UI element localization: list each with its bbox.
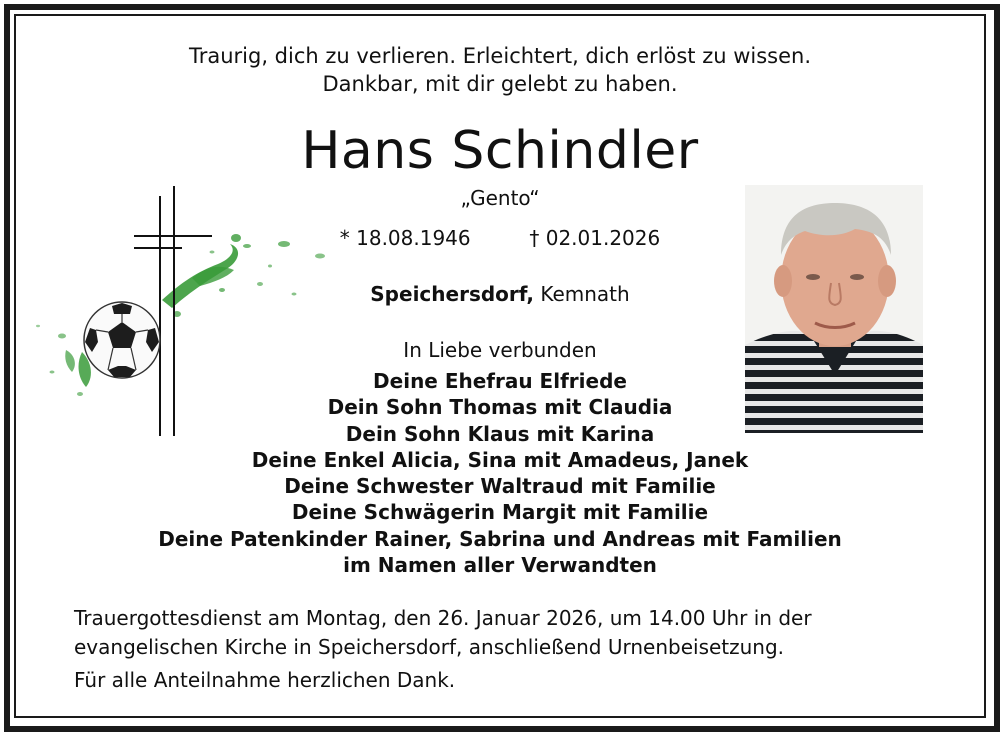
mourner-line: Dein Sohn Klaus mit Karina xyxy=(345,421,655,446)
nickname: „Gento“ xyxy=(460,186,540,210)
service-line-1: Trauergottesdienst am Montag, den 26. Januar 2026, um 14.00 Uhr in der xyxy=(74,606,812,630)
birth-date: * 18.08.1946 xyxy=(339,226,471,250)
death-date: † 02.01.2026 xyxy=(529,226,661,250)
deceased-name: Hans Schindler xyxy=(301,121,699,181)
mourner-line: Deine Ehefrau Elfriede xyxy=(373,369,627,393)
service-line-2: evangelischen Kirche in Speichersdorf, anschließend Urnenbeisetzung. xyxy=(74,635,785,659)
mourner-line: Deine Patenkinder Rainer, Sabrina und Andreas mit Familien xyxy=(158,526,842,551)
mourner-line: Deine Schwägerin Margit mit Familie xyxy=(291,500,709,525)
cross-soccer-ball-graphic xyxy=(22,182,352,442)
mourners-intro: In Liebe verbunden xyxy=(403,338,597,362)
place-secondary: Kemnath xyxy=(540,282,630,306)
motto-line-2: Dankbar, mit dir gelebt zu haben. xyxy=(322,72,678,96)
thanks-line: Für alle Anteilnahme herzlichen Dank. xyxy=(74,668,456,692)
mourner-line: im Namen aller Verwandten xyxy=(343,553,657,578)
service-notice xyxy=(74,604,812,695)
mourner-line: Dein Sohn Thomas mit Claudia xyxy=(327,395,673,420)
mourner-line: Deine Enkel Alicia, Sina mit Amadeus, Janek xyxy=(251,447,749,472)
green-splash xyxy=(36,234,325,396)
motto-line-1: Traurig, dich zu verlieren. Erleichtert, dich erlöst zu wissen. xyxy=(188,44,812,68)
place-primary: Speichersdorf, xyxy=(370,282,534,306)
portrait-photo xyxy=(745,185,923,433)
mourner-line: Deine Schwester Waltraud mit Familie xyxy=(284,474,716,499)
soccer-ball-icon xyxy=(84,302,160,378)
